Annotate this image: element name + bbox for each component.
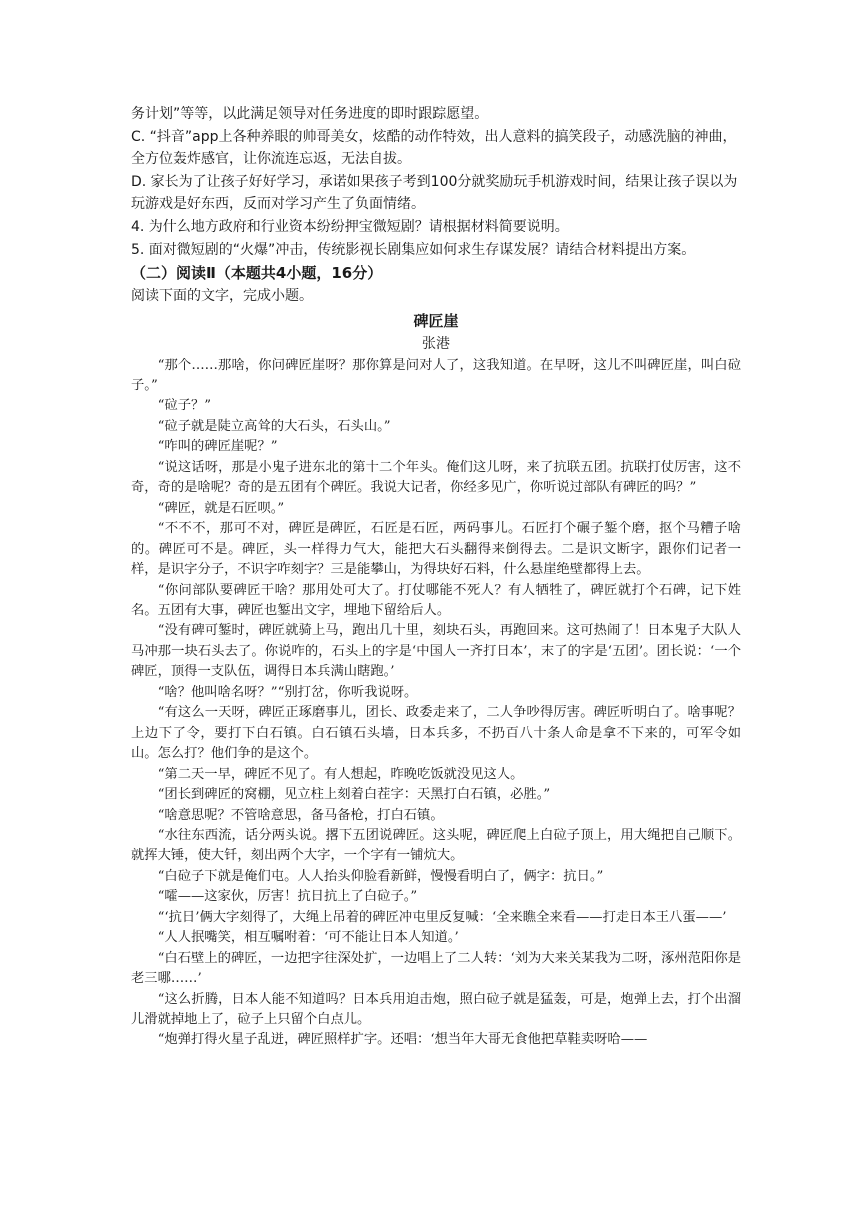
question-4: 4. 为什么地方政府和行业资本纷纷押宝微短剧？请根据材料简要说明。	[131, 218, 569, 235]
paragraph: “嚯——这家伙，厉害！抗日抗上了白砬子。”	[157, 889, 418, 905]
question-5: 5. 面对微短剧的“火爆”冲击，传统影视长剧集应如何求生存谋发展？请结合材料提出方案。	[131, 241, 696, 258]
paragraph: “人人抿嘴笑，相互嘱咐着：‘可不能让日本人知道。’	[157, 930, 459, 946]
paragraph: “你问部队要碑匠干啥？那用处可大了。打仗哪能不死人？有人牺牲了，碑匠就打个石碑，记下姓名。五团有大事，碑匠也錾出文字，埋地下留给后人。	[131, 582, 741, 618]
paragraph: “那个……那啥，你问碑匠崖呀？那你算是问对人了，这我知道。在早呀，这儿不叫碑匠崖，叫白砬子。”	[131, 357, 741, 393]
paragraph: “啥意思呢？不管啥意思，备马备枪，打白石镇。	[157, 807, 444, 823]
paragraph: “炮弹打得火星子乱迸，碑匠照样扩字。还唱：‘想当年大哥无食他把草鞋卖呀哈——	[157, 1032, 648, 1048]
paragraph: “砬子就是陡立高耸的大石头，石头山。”	[157, 418, 391, 434]
text-line: 务计划”等等，以此满足领导对任务进度的即时跟踪愿望。	[131, 106, 489, 122]
paragraph: “有这么一天呀，碑匠正琢磨事儿，团长、政委走来了，二人争吵得厉害。碑匠听明白了。啥事呢？上边下了令，要打下白石镇。白石镇石头墙，日本兵多，不扔百八十条人命是拿不下来的，可军令如山。怎么打？他们争的是这个。	[131, 705, 741, 762]
paragraph: “没有碑可錾时，碑匠就骑上马，跑出几十里，刻块石头，再跑回来。这可热闹了！日本鬼子大队人马冲那一块石头去了。你说咋的，石头上的字是‘中国人一齐打日本’，末了的字是‘五团’。团长说：‘一个碑匠，顶得一支队伍，调得日本兵满山瞎跑。’	[131, 623, 741, 680]
paragraph: “水往东西流，话分两头说。撂下五团说碑匠。这头呢，碑匠爬上白砬子顶上，用大绳把自己顺下。就挥大锤，使大钎，刻出两个大字，一个字有一铺炕大。	[131, 827, 741, 864]
option-d: D. 家长为了让孩子好好学习，承诺如果孩子考到100分就奖励玩手机游戏时间，结果让孩子误以为玩游戏是好东西，反而对学习产生了负面情绪。	[131, 173, 738, 213]
story-body	[131, 356, 741, 1051]
paragraph: “不不不，那可不对，碑匠是碑匠，石匠是石匠，两码事儿。石匠打个碾子錾个磨，抠个马糟子啥的。碑匠可不是。碑匠，头一样得力气大，能把大石头翻得来倒得去。二是识文断字，跟你们记者一样，是识字分子，不识字咋刻字？三是能攀山，为得块好石料，什么悬崖绝壁都得上去。	[131, 521, 741, 578]
paragraph: “白石壁上的碑匠，一边把字往深处扩，一边唱上了二人转：‘刘为大来关某我为二呀，涿州范阳你是老三哪……’	[131, 950, 741, 987]
question-section	[131, 103, 741, 1051]
paragraph: “说这话呀，那是小鬼子进东北的第十二个年头。俺们这儿呀，来了抗联五团。抗联打仗厉害，这不奇，奇的是啥呢？奇的是五团有个碑匠。我说大记者，你经多见广，你听说过部队有碑匠的吗？”	[131, 459, 741, 496]
paragraph: “碑匠，就是石匠呗。”	[157, 500, 285, 516]
paragraph: “砬子？”	[157, 398, 212, 414]
paragraph: “第二天一早，碑匠不见了。有人想起，昨晚吃饭就没见这人。	[157, 766, 524, 782]
instruction: 阅读下面的文字，完成小题。	[131, 287, 313, 304]
paragraph: “白砬子下就是俺们屯。人人抬头仰脸看新鲜，慢慢看明白了，俩字：抗日。”	[157, 868, 604, 884]
section-heading: （二）阅读Ⅱ（本题共4小题，16分）	[131, 264, 383, 283]
paragraph: “咋叫的碑匠崖呢？”	[157, 439, 278, 455]
paragraph: “团长到碑匠的窝棚，见立柱上刻着白茬字：天黑打白石镇，必胜。”	[157, 787, 551, 803]
paragraph: “啥？他叫啥名呀？”“别打岔，你听我说呀。	[157, 684, 418, 700]
story-title: 碑匠崖	[413, 312, 459, 331]
paragraph: “‘抗日’俩大字刻得了，大绳上吊着的碑匠冲屯里反复喊：‘全来瞧全来看——打走日本王八蛋——’	[157, 909, 727, 925]
story-author: 张港	[422, 335, 450, 352]
paragraph: “这么折腾，日本人能不知道吗？日本兵用迫击炮，照白砬子就是猛轰，可是，炮弹上去，打个出溜儿滑就掉地上了，砬子上只留个白点儿。	[131, 991, 741, 1028]
option-c: C. “抖音”app上各种养眼的帅哥美女，炫酷的动作特效，出人意料的搞笑段子，动感洗脑的神曲，全方位轰炸感官，让你流连忘返，无法自拔。	[131, 128, 737, 168]
